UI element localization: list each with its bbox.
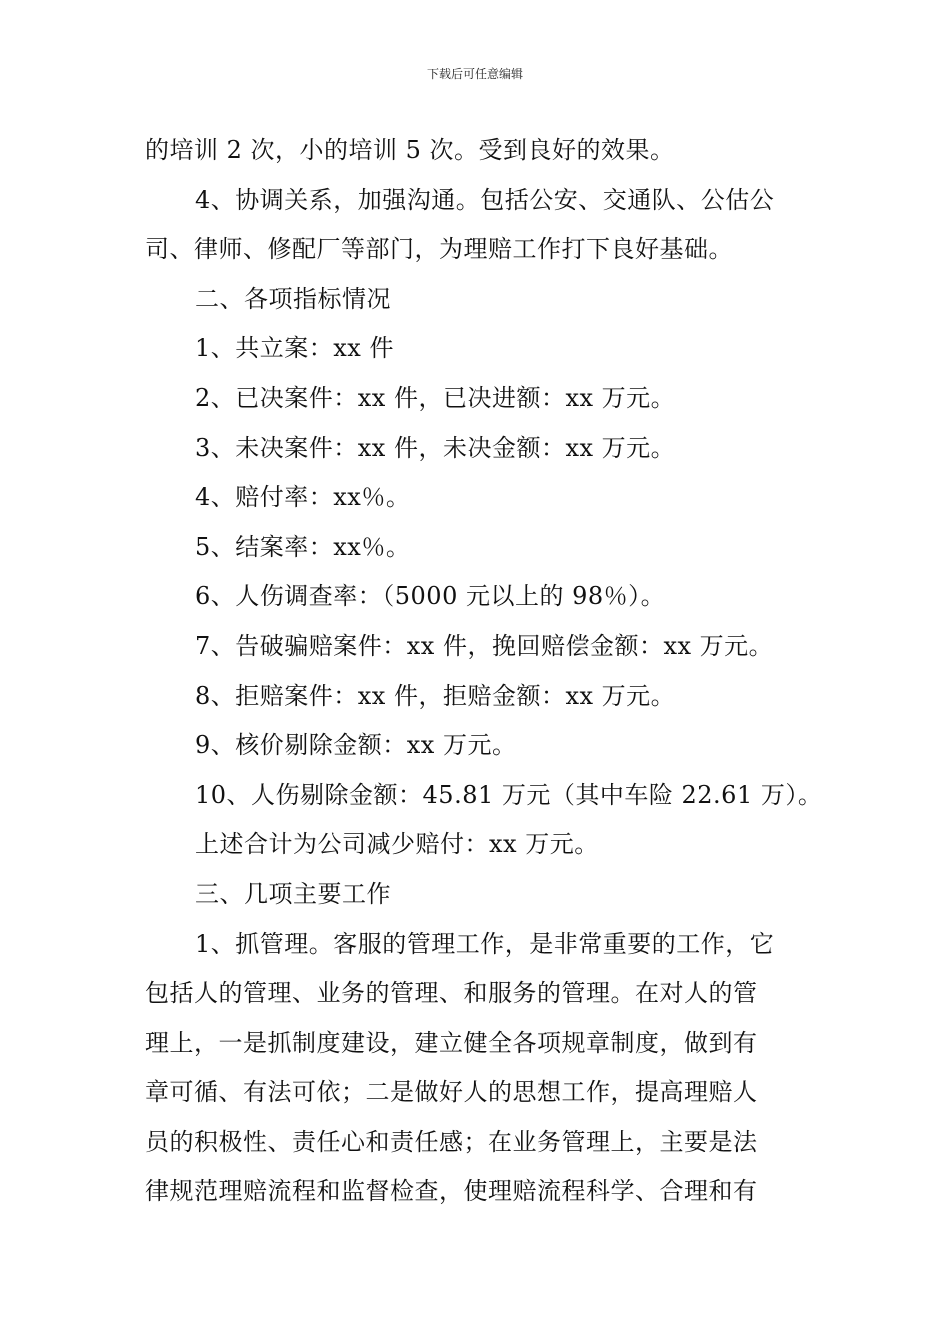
indicator-item: 1、共立案：xx 件 [195,334,394,363]
page-header: 下载后可任意编辑 [426,67,523,81]
section-heading: 三、几项主要工作 [195,879,391,908]
paragraph-line: 4、协调关系，加强沟通。包括公安、交通队、公估公 [195,185,775,214]
indicator-item: 9、核价剔除金额：xx 万元。 [195,731,517,760]
paragraph-line: 包括人的管理、业务的管理、和服务的管理。在对人的管 [145,979,758,1008]
indicator-item: 6、人伤调查率：（5000 元以上的 98％）。 [195,582,666,611]
indicator-item: 3、未决案件：xx 件，未决金额：xx 万元。 [195,433,676,462]
paragraph-line: 章可循、有法可依；二是做好人的思想工作，提高理赔人 [145,1078,758,1107]
section-heading: 二、各项指标情况 [195,284,391,313]
paragraph-line: 1、抓管理。客服的管理工作，是非常重要的工作，它 [195,929,775,958]
indicator-item: 8、拒赔案件：xx 件，拒赔金额：xx 万元。 [195,681,676,710]
document-body [145,126,823,1217]
paragraph-line: 理上，一是抓制度建设，建立健全各项规章制度，做到有 [145,1028,758,1057]
summary-line: 上述合计为公司减少赔付：xx 万元。 [195,830,599,859]
paragraph-line: 律规范理赔流程和监督检查，使理赔流程科学、合理和有 [145,1177,758,1206]
paragraph-line: 司、律师、修配厂等部门，为理赔工作打下良好基础。 [145,235,733,264]
paragraph-line: 的培训 2 次，小的培训 5 次。受到良好的效果。 [145,136,675,164]
paragraph-line: 员的积极性、责任心和责任感；在业务管理上，主要是法 [145,1127,758,1156]
indicator-item: 5、结案率：xx％。 [195,532,411,561]
indicator-item: 2、已决案件：xx 件，已决进额：xx 万元。 [195,383,676,412]
indicator-item: 10、人伤剔除金额：45.81 万元（其中车险 22.61 万）。 [195,780,823,809]
indicator-item: 7、告破骗赔案件：xx 件，挽回赔偿金额：xx 万元。 [195,631,774,660]
indicator-item: 4、赔付率：xx％。 [195,483,411,512]
